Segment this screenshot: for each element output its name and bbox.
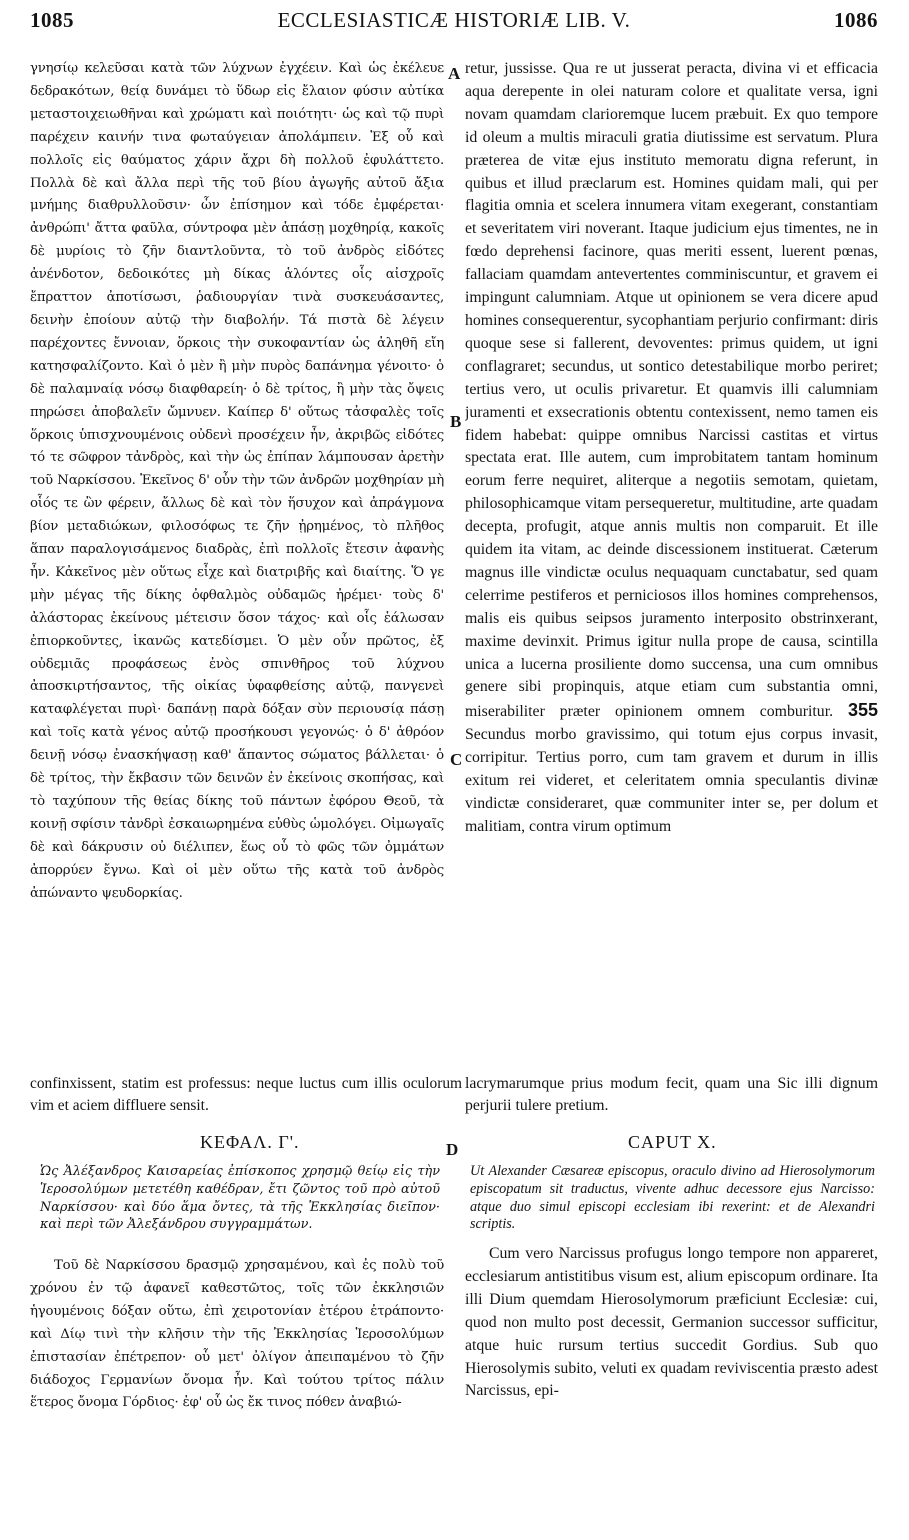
latin-chapter-text-column (465, 1243, 878, 1533)
margin-letter-a: A (448, 64, 461, 83)
running-header (30, 8, 878, 48)
latin-chapter-summary: Ut Alexander Cæsareæ episcopus, oraculo divino ad Hierosolymorum episcopatum sit traductus, vivente adhuc decessore ejus Narcisso: atque duo simul episcopi ecclesiam ibi rexerint: et de Alexandri scriptis. (470, 1163, 875, 1233)
greek-continuation-text: confinxissent, statim est professus: neque luctus cum illis oculorum vim et aciem diffluere sensit. (30, 1075, 462, 1114)
greek-column-top (30, 58, 444, 1058)
latin-chapter-text: Cum vero Narcissus profugus longo tempore non appareret, ecclesiarum antistitibus visum est, alium episcopum ordinare. Ita illi Dium quemdam Hierosolymorum præficiunt Ecclesiæ: cui, quod non multo post decessit, Germanion successor sufficitur, atque huic rursum tertius succedit Gordius. Sub quo Hierosolymis subito, veluti ex quadam reviviscentia præsto adest Narcissus, epi- (465, 1245, 878, 1400)
latin-column-top (465, 58, 878, 1058)
greek-chapter-summary: Ὡς Ἀλέξανδρος Καισαρείας ἐπίσκοπος χρησμῷ θείῳ εἰς τὴν Ἱεροσολύμων μετετέθη καθέδραν, ἔτι ζῶντος τοῦ πρὸ αὐτοῦ Ναρκίσσου· καὶ δύο ἅμα ὄντες, τὰ τῆς Ἐκκλησίας διεῖπον· καὶ περὶ τῶν Ἀλεξάνδρου συγγραμμάτων. (40, 1164, 440, 1233)
latin-chapter-heading: CAPUT X. (628, 1132, 717, 1152)
migne-column-marker: 355 (847, 700, 878, 721)
latin-continuation-text: lacrymarumque prius modum fecit, quam una Sic illi dignum perjurii tulere pretium. (465, 1075, 878, 1114)
greek-main-text: γνησίῳ κελεῦσαι κατὰ τῶν λύχνων ἐγχέειν. Καὶ ὡς ἐκέλευε δεδρακότων, θείᾳ δυνάμει τὸ ὕδωρ εἰς ἔλαιον φύσιν αὐτίκα μεταστοιχειωθῆναι καὶ χρώματι καὶ ποιότητι· ὡς καὶ τῷ πυρὶ παρέχειν καινήν τινα φωταύγειαν ἀπολάμπειν. Ἐξ οὗ καὶ πολλοῖς εἰς θαύματος χάριν ἄχρι δὴ πολλοῦ ἐφυλάττετο. Πολλὰ δὲ καὶ ἄλλα περὶ τῆς τοῦ βίου ἀγωγῆς αὐτοῦ ἄξια μνήμης διαθρυλλοῦσιν· ὧν ἐπίσημον καὶ τόδε ἐμφέρεται· ἀνθρώπι' ἄττα φαῦλα, σύντροφα μὲν ἁπάσῃ μοχθηρίᾳ, κακοῖς δὲ μυρίοις τὸ ζῆν διαντλοῦντα, τὸ τοῦ ἀνδρὸς εἰδότες ἀνένδοτον, δεδοικότες μὴ δίκας ἁλόντες οἷς αἰσχροῖς ἔπραττον ἀποτίσωσι, ῥαδιουργίαν τινὰ συσκευάσαντες, δεινὴν ἐποίουν αὐτῷ τὴν διαβολήν. Τά πιστὰ δὲ λέγειν παρέχοντες ἔννοιαν, ὅρκοις τὴν συκοφαντίαν ὡς ἀληθῆ εἴη κατησφαλίζοντο. Καὶ ὁ μὲν ἢ μὴν πυρὸς δαπάνημα γένοιτο· ὁ δὲ παλαμναίᾳ νόσῳ διαφθαρείη· ὁ δὲ τρίτος, ἢ μὴν τὰς ὄψεις πηρώσει ἀποβαλεῖν ὤμνυεν. Καίπερ δ' οὕτως τἀσφαλὲς τοῖς ὅρκοις ὑπισχνουμένοις οὐδενὶ προσέχειν ἦν, ἀκριβῶς εἰδότες τό τε σῶφρον τἀνδρὸς, καὶ τὴν ὡς ἐπίπαν λάμπουσαν ἀρετὴν τοῦ Ναρκίσσου. Ἐκεῖνος δ' οὖν τὴν τῶν ἀνδρῶν μοχθηρίαν μὴ οἷός τε ὢν φέρειν, ἄλλως δὲ καὶ τὸν ἥσυχον καὶ ἀπράγμονα βίον μεταδιώκων, φιλοσόφως τε ζῆν ᾐρημένος, τὸ πλῆθος ἅπαν παραλογισάμενος διαδρὰς, ἐπὶ πολλοῖς ἔτεσιν ἀφανὴς ἦν. Κἀκεῖνος μὲν οὕτως εἶχε καὶ διατριβῆς καὶ διαίτης. Ὅ γε μὴν μέγας τῆς δίκης ὀφθαλμὸς οὐδαμῶς ἠρέμει· τοὺς δ' ἀλάστορας ἐκείνους μέτεισιν ὅσον τάχος· καὶ οἷς ἑάλωσαν ἐπιορκοῦντες, ἱκανῶς κατεδίσμει. Ὁ μὲν οὖν πρῶτος, ἐξ οὐδεμιᾶς προφάσεως ἐνὸς σπινθῆρος τοῦ λύχνου ἀποσκιρτήσαντος, τῆς οἰκίας ὑφαφθείσης αὐτῷ, πανγενεὶ καταφλέγεται πυρὶ· δαπάνῃ παρὰ δόξαν σὺν περιουσίᾳ πάσῃ καὶ τοῖς κατὰ γένος αὐτῷ προσήκουσι γεγονώς· ὁ δ' ἀθρόον δεινῇ νόσῳ ἐνασκήψασῃ καθ' ἅπαντος σώματος βάλλεται· ὁ δὲ τρίτος, τὴν ἔκβασιν τῶν δεινῶν ἐν ἐκείνοις σκοπήσας, καὶ τὸ ταχύπουν τῆς θείας δίκης τοῦ πάντων ἐφόρου Θεοῦ, τὰ κοινῇ σφίσιν τἀνδρὶ ἐσκαιωρημένα εὐθὺς ὡμολόγει. Οἰμωγαῖς δὲ καὶ δάκρυσιν οὐ διέλιπεν, ἕως οὗ τὸ φῶς τῶν ὀμμάτων ἀπορρύεν ἔγνω. Καὶ οἱ μὲν οὕτω τῆς κατὰ τοῦ ἀνδρὸς ἀπώναντο ψευδορκίας. (30, 61, 444, 901)
greek-chapter-text-column (30, 1255, 444, 1535)
greek-chapter-text: Τοῦ δὲ Ναρκίσσου δρασμῷ χρησαμένου, καὶ ἐς πολὺ τοῦ χρόνου ἐν τῷ ἀφανεῖ καθεστῶτος, τοῖς τῶν ἐκκλησιῶν ἡγουμένοις δόξαν οὕτω, ἐπὶ χειροτονίαν ἑτέρου ἐτράποντο· καὶ Δίῳ τινὶ τὴν κλῆσιν τὴν τῆς Ἐκκλησίας Ἱεροσολύμων ἐπιστασίαν ἐπέτρεπον· οὗ μετ' ὀλίγον ἀπειπαμένου τὸ ζῆν διάδοχος Γερμανίων ὄνομα ἦν. Καὶ τούτου τρίτος πάλιν ἕτερος ὄνομα Γόρδιος· ἐφ' οὗ ὡς ἔκ τινος πόθεν ἀναβιώ- (30, 1258, 444, 1411)
latin-main-paragraph (465, 58, 878, 839)
latin-main-text-after: Secundus morbo gravissimo, qui totum ejus corpus invasit, corripitur. Tertius porro, cum tam gravem et durum in illis exitum rei videret, et celeritatem omnia speculantis divinæ vindictæ consideraret, quæ communiter inter se, per dolum et malitiam, contra virum optimum (465, 726, 878, 835)
page-number-left: 1085 (30, 8, 74, 32)
margin-letter-b: B (450, 412, 462, 431)
latin-main-text: retur, jussisse. Qua re ut jusserat peracta, divina vi et efficacia aqua derepente in olei naturam colore et qualitate versa, igni novam quamdam clarioremque lucem præbuit. Ex quo tempore id oleum a multis miraculi gratia diutissime est servatum. Plura præterea de vitæ ejus instituto memoratu digna referunt, in quibus et illud præclarum est. Homines quidam mali, qui per flagitia omnia et scelera innumera vitam exegerant, constantiam et severitatem viri noverant. Itaque judicium ejus timentes, ne in fœdo deprehensi facinore, quas meriti essent, luerent pœnas, fallaciam quamdam antevertentes comminiscuntur, et gravem ei impingunt calumniam. Atque ut opinionem se vera dicere apud homines consequerentur, sycophantiam perjurio confirmant: diris quoque sese si fallerent, devoventes: primus quidem, ut igni conflagraret; secundus, ut sontico detestabilique morbo periret; tertius vero, ut oculis privaretur. Et quamvis illi calumniam juramenti et exsecrationis obtentu contexissent, nemo tamen eis fidem habebat: quippe omnibus Narcissi castitas et virtus spectata erat. Ille autem, cum improbitatem tantam hominum eorum ferre nequiret, aliterque a negotiis semotam, quietam, philosophicamque vitam persequeretur, multitudine, arte quadam decepta, profugit, atque annis multis non comparuit. Et ille quidem ita vitam, ac deinde discessionem instituerat. Cæterum magnus ille vindictæ oculus nequaquam cunctabatur, sed quam celerrime pestiferos et perniciosos illos homines comprehensos, malis eis quibus seipsos juramento interposito obstrinxerant, maxime devinxit. Primus igitur nulla prope de causa, scintilla unica a lucerna prosiliente domo succensa, una cum omnibus genere sibi propinquis, atque etiam cum substantia omni, miserabiliter præter opinionem omnem comburitur. (465, 60, 878, 721)
running-title: ECCLESIASTICÆ HISTORIÆ LIB. V. (277, 8, 631, 32)
latin-column-continuation (465, 1073, 878, 1123)
greek-chapter-heading: ΚΕΦΑΛ. Γ'. (200, 1132, 300, 1152)
margin-letter-d: D (446, 1140, 459, 1159)
page-number-right: 1086 (834, 8, 878, 32)
margin-letter-c: C (450, 750, 463, 769)
greek-column-continuation (30, 1073, 462, 1123)
